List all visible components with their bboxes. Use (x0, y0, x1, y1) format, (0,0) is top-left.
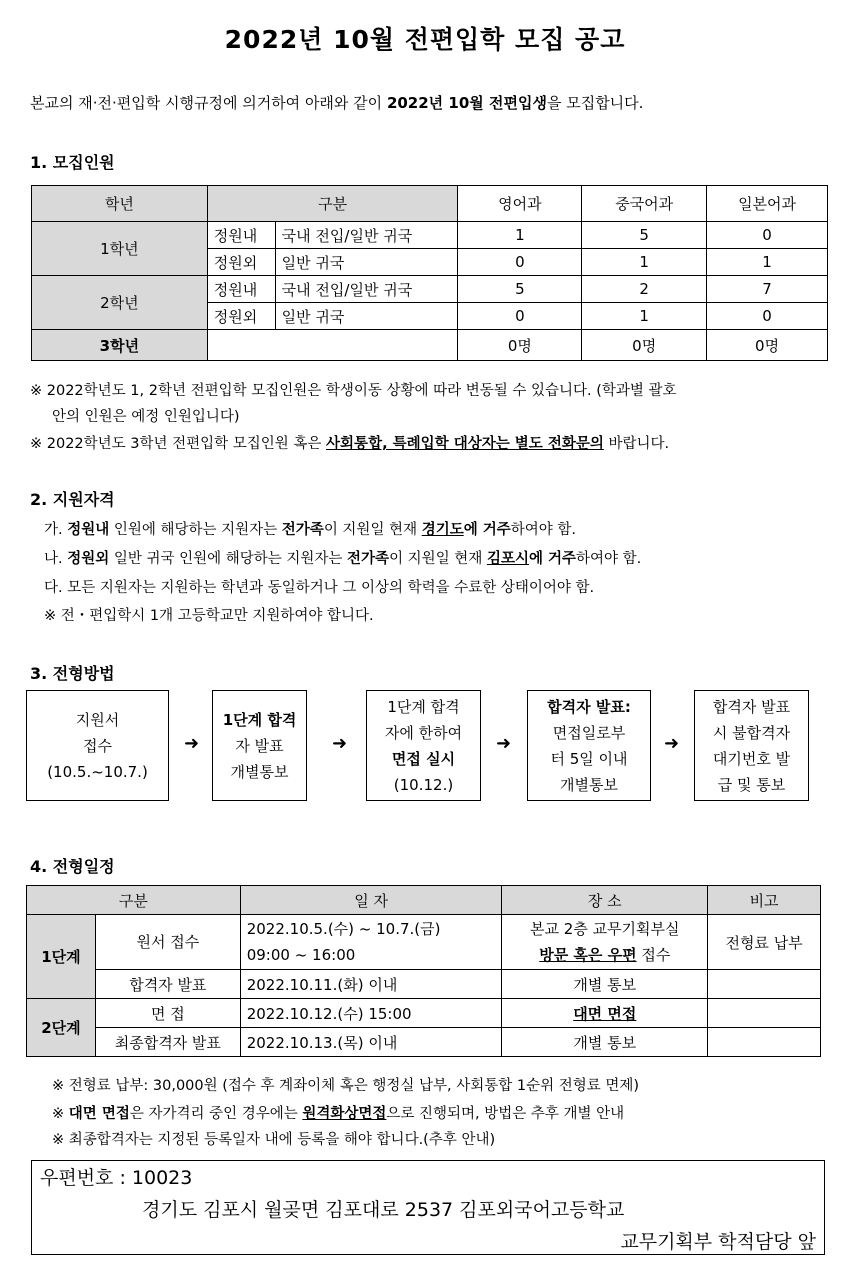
postal-code: 우편번호 : 10023 (40, 1167, 193, 1189)
section4-note1: ※ 전형료 납부: 30,000원 (접수 후 계좌이체 혹은 행정실 납부, 사회통합 1순위 전형료 면제) (52, 1078, 640, 1094)
sched-date: 2022.10.12.(수) 15:00 (240, 999, 502, 1028)
note2-pre: ※ 2022학년도 3학년 전편입학 모집인원 혹은 (30, 436, 327, 452)
address-box (31, 1160, 825, 1255)
step1-l1: 지원서 (75, 710, 120, 729)
qa-b4: 에 거주 (463, 522, 511, 538)
qa-b1: 정원내 (67, 522, 110, 538)
table-row (32, 222, 828, 249)
flow-step-3 (366, 690, 481, 801)
sched-item: 원서 접수 (95, 915, 240, 970)
qb-p4: 하여야 함. (576, 551, 642, 567)
table-row (32, 276, 828, 303)
sched-header-remark: 비고 (708, 886, 821, 915)
qb-p2: 일반 귀국 인원에 해당하는 지원자는 (109, 551, 348, 567)
step2-l1: 1단계 합격 (222, 710, 297, 729)
step4-l2: 면접일로부 (552, 723, 626, 742)
qa-p1: 가. (44, 522, 68, 538)
grade-1: 1학년 (32, 222, 208, 276)
step3-l3: 면접 실시 (391, 749, 456, 768)
sched-date: 2022.10.11.(화) 이내 (240, 970, 502, 999)
header-english: 영어과 (458, 186, 582, 222)
sched-item: 합격자 발표 (95, 970, 240, 999)
sched-place1: 본교 2층 교무기획부실 (530, 920, 680, 938)
sched-place: 개별 통보 (502, 1028, 708, 1057)
cell-english: 0 (458, 249, 582, 276)
qualification-c: 다. 모든 지원자는 지원하는 학년과 동일하거나 그 이상의 학력을 수료한 상태이어야 함. (44, 580, 595, 596)
intro-text (30, 92, 643, 113)
qa-b3: 경기도 (421, 522, 464, 538)
qualification-a (44, 518, 576, 539)
sched-date2: 09:00 ~ 16:00 (246, 946, 356, 964)
qa-p2: 인원에 해당하는 지원자는 (109, 522, 282, 538)
page-title: 2022년 10월 전편입학 모집 공고 (224, 25, 626, 54)
qb-p3: 이 지원일 현재 (389, 551, 487, 567)
cell-japanese: 0 (707, 303, 828, 330)
table-row (27, 1028, 821, 1057)
qualification-b (44, 547, 641, 568)
header-grade: 학년 (32, 186, 208, 222)
table-row (32, 330, 828, 361)
step4-l3: 터 5일 이내 (550, 749, 628, 768)
stage-2: 2단계 (27, 999, 96, 1057)
note2-bold: 사회통합, 특례입학 대상자는 별도 전화문의 (326, 436, 604, 452)
section4-heading: 4. 전형일정 (30, 857, 115, 876)
sched-remark (708, 1028, 821, 1057)
header-chinese: 중국어과 (582, 186, 707, 222)
section2-note: ※ 전・편입학시 1개 고등학교만 지원하여야 합니다. (44, 608, 374, 624)
sched-item: 최종합격자 발표 (95, 1028, 240, 1057)
step3-l4: (10.12.) (393, 775, 454, 794)
section4-note3: ※ 최종합격자는 지정된 등록일자 내에 등록을 해야 합니다.(추후 안내) (52, 1132, 496, 1148)
sched-place: 대면 면접 (502, 999, 708, 1028)
cell-japanese: 0 (707, 222, 828, 249)
sched-header-category: 구분 (27, 886, 241, 915)
qb-b3: 김포시 (486, 551, 529, 567)
section1-note1-line1: ※ 2022학년도 1, 2학년 전편입학 모집인원은 학생이동 상황에 따라 변동될 수 있습니다. (학과별 괄호 (30, 383, 677, 399)
cell-chinese: 1 (582, 303, 707, 330)
header-category: 구분 (207, 186, 458, 222)
sched-item: 면 접 (95, 999, 240, 1028)
s4n2-b2: 원격화상면접 (302, 1106, 387, 1122)
cell-japanese: 1 (707, 249, 828, 276)
step3-l2: 자에 한하여 (384, 723, 463, 742)
step1-l3: (10.5.~10.7.) (47, 762, 148, 781)
row-type: 정원외 (207, 249, 275, 276)
qa-p4: 하여야 함. (510, 522, 577, 538)
cell-english: 5 (458, 276, 582, 303)
sched-remark: 전형료 납부 (708, 915, 821, 970)
row-type: 정원외 (207, 303, 275, 330)
cell-chinese: 5 (582, 222, 707, 249)
row-type: 정원내 (207, 276, 275, 303)
step5-l1: 합격자 발표 (712, 697, 791, 716)
cell-english: 0 (458, 303, 582, 330)
cell-japanese: 7 (707, 276, 828, 303)
section1-note1-line2: 안의 인원은 예정 인원입니다) (52, 409, 240, 425)
cell-english: 1 (458, 222, 582, 249)
table-header-row (32, 186, 828, 222)
sched-place2-bold: 방문 혹은 우편 (539, 946, 637, 964)
arrow-icon: ➜ (184, 733, 200, 754)
sched-place2-post: 접수 (636, 946, 671, 964)
row-type: 정원내 (207, 222, 275, 249)
grade-2: 2학년 (32, 276, 208, 330)
step2-l3: 개별통보 (230, 762, 289, 781)
schedule-header-row (27, 886, 821, 915)
flow-step-4 (527, 690, 651, 801)
cell-japanese: 0명 (707, 330, 828, 361)
sched-header-place: 장 소 (502, 886, 708, 915)
table-row (27, 970, 821, 999)
flow-step-5 (694, 690, 809, 801)
flow-step-2 (212, 690, 307, 801)
step3-l1: 1단계 합격 (387, 697, 460, 716)
intro-post: 을 모집합니다. (546, 94, 644, 112)
qb-b1: 정원외 (67, 551, 110, 567)
row-desc: 일반 귀국 (275, 303, 458, 330)
cell-chinese: 2 (582, 276, 707, 303)
stage-1: 1단계 (27, 915, 96, 999)
address-line2: 교무기획부 학적담당 앞 (620, 1231, 816, 1253)
sched-header-date: 일 자 (240, 886, 502, 915)
section4-note2 (52, 1102, 624, 1123)
s4n2-b1: 대면 면접 (68, 1106, 130, 1122)
sched-date1: 2022.10.5.(수) ~ 10.7.(금) (246, 920, 441, 938)
step4-l4: 개별통보 (560, 775, 618, 794)
arrow-icon: ➜ (332, 733, 348, 754)
qb-b2: 전가족 (347, 551, 390, 567)
cell-chinese: 1 (582, 249, 707, 276)
s4n2-p1: 은 자가격리 중인 경우에는 (129, 1106, 303, 1122)
note2-post: 바랍니다. (603, 436, 670, 452)
table-row (27, 915, 821, 970)
step4-l1: 합격자 발표: (547, 697, 631, 716)
section1-note2 (30, 432, 669, 453)
section3-heading: 3. 전형방법 (30, 664, 115, 683)
row-desc: 국내 전입/일반 귀국 (275, 276, 458, 303)
table-row (27, 999, 821, 1028)
qb-b4: 에 거주 (528, 551, 577, 567)
s4n2-pre: ※ (52, 1106, 69, 1122)
sched-remark (708, 970, 821, 999)
section2-heading: 2. 지원자격 (30, 490, 115, 509)
sched-place: 개별 통보 (502, 970, 708, 999)
header-japanese: 일본어과 (707, 186, 828, 222)
flow-step-1 (26, 690, 169, 801)
cell-english: 0명 (458, 330, 582, 361)
address-line1: 경기도 김포시 월곶면 김포대로 2537 김포외국어고등학교 (142, 1199, 625, 1221)
schedule-table (26, 885, 821, 1057)
empty-cell (207, 330, 458, 361)
cell-chinese: 0명 (582, 330, 707, 361)
step2-l2: 자 발표 (235, 736, 284, 755)
grade-3: 3학년 (32, 330, 208, 361)
recruitment-table (31, 185, 828, 361)
row-desc: 국내 전입/일반 귀국 (275, 222, 458, 249)
s4n2-p2: 으로 진행되며, 방법은 추후 개별 안내 (386, 1106, 625, 1122)
step5-l2: 시 불합격자 (712, 723, 791, 742)
row-desc: 일반 귀국 (275, 249, 458, 276)
intro-bold: 2022년 10월 전편입생 (386, 94, 547, 112)
sched-date: 2022.10.13.(목) 이내 (240, 1028, 502, 1057)
step5-l3: 대기번호 발 (712, 749, 791, 768)
arrow-icon: ➜ (496, 733, 512, 754)
step1-l2: 접수 (83, 736, 112, 755)
qa-b2: 전가족 (281, 522, 324, 538)
section1-heading: 1. 모집인원 (30, 153, 115, 172)
sched-remark (708, 999, 821, 1028)
step5-l4: 급 및 통보 (717, 775, 786, 794)
qa-p3: 이 지원일 현재 (323, 522, 422, 538)
arrow-icon: ➜ (664, 733, 680, 754)
qb-p1: 나. (44, 551, 68, 567)
intro-pre: 본교의 재·전·편입학 시행규정에 의거하여 아래와 같이 (30, 94, 387, 112)
